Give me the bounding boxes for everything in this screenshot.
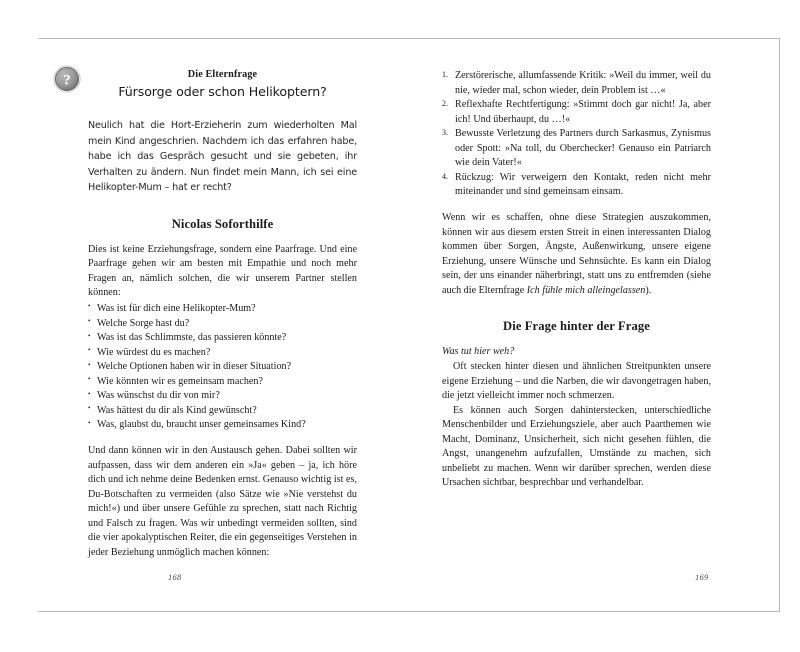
question-mark-badge-icon (52, 64, 82, 94)
chapter-title: Fürsorge oder schon Helikoptern? (118, 83, 327, 99)
folio-right: 169 (695, 573, 709, 582)
book-reference-italic: Ich fühle mich alleingelassen (526, 284, 646, 296)
section-title-soforthilfe: Nicolas Soforthilfe (171, 216, 274, 231)
list-item: • Was ist für dich eine Helikopter-Mum? (88, 302, 357, 317)
list-item: • Wie würdest du es machen? (88, 346, 357, 361)
paragraph-exchange: Und dann können wir in den Austausch gehen. Dabei sollten wir aufpassen, dass wir dem anderen ein »Ja« geben – ja, ich höre dich und ich nehme deine Bedenken ernst. Genauso wichtig ist es, Du-Botschaften zu vermeiden (also Sätze wie »Nie verstehst du mich!«) und über unsere Gefühle zu sprechen, statt nach Richtig und Falsch zu fragen. Was wir unbedingt vermeiden sollten, sind die vier apokalyptischen Reiter, die ein gegenseitiges Verstehen in jeder Beziehung unmöglich machen können: (88, 445, 357, 558)
chapter-kicker: Die Elternfrage (187, 69, 258, 80)
section-title-frage-hinter-der-frage: Die Frage hinter der Frage (503, 319, 650, 334)
list-item: • Welche Optionen haben wir in dieser Situation? (88, 360, 357, 375)
apocalyptic-riders-list (442, 69, 711, 200)
svg-text:?: ? (63, 72, 71, 89)
list-item: Rückzug: Wir verweigern den Kontakt, reden nicht mehr miteinander und sind gemeinsam einsam. (455, 171, 711, 198)
page-right-text-column (442, 69, 711, 491)
list-item: Zerstörerische, allumfassende Kritik: »Weil du immer, weil du nie, wieder mal, schon wieder, dein Problem ist …« (455, 70, 711, 96)
paragraph-dialog-part-a: Wenn wir es schaffen, ohne diese Strategien auszukommen, können wir aus diesem ersten Streit in einen interessanten Dialog kommen über Sorgen, Ängste, Außenwirkung, unsere eigene Erziehung, unsere Wünsche und Sehnsüchte. Es kann ein Dialog sein, der uns einander näherbringt, statt uns zu entfremden (siehe auch die Elternfrage (442, 212, 711, 296)
page-left-text-column (63, 69, 357, 561)
page-left (38, 39, 409, 613)
question-list (88, 302, 357, 433)
list-item: • Was, glaubst du, braucht unser gemeinsames Kind? (88, 418, 357, 433)
chapter-header (63, 69, 357, 99)
list-item: Bewusste Verletzung des Partners durch Sarkasmus, Zynismus oder Spott: »Na toll, du Oberchecker! Genauso ein Patriarch wie dein Vater!« (455, 128, 711, 169)
paragraph-worries: Es können auch Sorgen dahinterstecken, unterschiedliche Menschenbilder und Erziehungsziele, aber auch Paarthemen wie Macht, Dominanz, Unsicherheit, sich nicht gesehen fühlen, die Angst, unangenehm aufzufallen, Umstände zu machen, sich unbeliebt zu machen. Wenn wir darüber sprechen, werden diese Ursachen sichtbar, besprechbar und verhandelbar. (442, 404, 711, 489)
subhead-was-tut-hier-weh: Was tut hier weh? (442, 346, 515, 358)
list-item: Reflexhafte Rechtfertigung: »Stimmt doch gar nicht! Ja, aber ich! Und überhaupt, du …!« (455, 99, 711, 125)
paragraph-intro: Dies ist keine Erziehungsfrage, sondern eine Paarfrage. Und eine Paarfrage gehen wir am besten mit Empathie und noch mehr Fragen an, nämlich solchen, die wir unserem Partner stellen können: (88, 243, 357, 299)
list-item: • Was wünschst du dir von mir? (88, 389, 357, 404)
folio-left: 168 (168, 573, 182, 582)
paragraph-dialog-part-b: ). (645, 284, 652, 296)
book-page-spread (38, 38, 780, 612)
list-item: • Welche Sorge hast du? (88, 317, 357, 332)
list-item: • Was hättest du dir als Kind gewünscht? (88, 404, 357, 419)
list-item: • Wie könnten wir es gemeinsam machen? (88, 375, 357, 390)
page-right (409, 39, 780, 613)
paragraph-scars: Oft stecken hinter diesen und ähnlichen Streitpunkten unsere eigene Erziehung – und die Narben, die wir davongetragen haben, die jetzt vielleicht immer noch schmerzen. (442, 361, 711, 402)
paragraph-dialog (442, 211, 711, 298)
list-item: • Was ist das Schlimmste, das passieren könnte? (88, 331, 357, 346)
reader-question-lead: Neulich hat die Hort-Erzieherin zum wiederholten Mal mein Kind angeschrien. Nachdem ich das erfahren habe, habe ich das Gespräch gesucht und sie gebeten, ihr Verhalten zu ändern. Nun findet mein Mann, ich sei eine Helikopter-Mum – hat er recht? (88, 120, 357, 194)
